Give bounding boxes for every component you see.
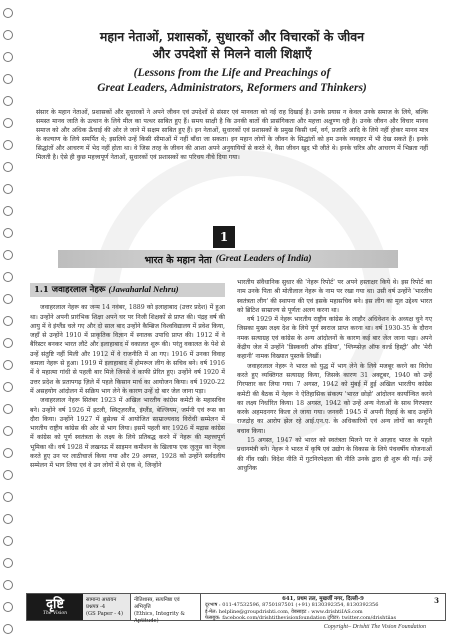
topic-line1: नीतिशास्त्र, सत्यनिष्ठा एवं अभिवृत्ति: [134, 597, 180, 610]
subject-line1: सामान्य अध्ययन: [86, 597, 117, 603]
copyright-text: Copyright– Drishti The Vision Foundation: [323, 624, 426, 630]
section-heading: [30, 283, 225, 297]
right-paragraph-3: जवाहरलाल नेहरू ने भारत को युद्ध में भाग लेने के लिये मजबूर करने का विरोध करते हुए व्यक्तिगत सत्याग्रह किया, जिसके कारण 31 अक्टूबर, 1940 को उन्हें गिरफ्तार कर लिया गया। 7 अगस्त, 1942 को मुंबई में हुई अखिल भारतीय कांग्रेस कमेटी की बैठक में नेहरू ने ऐतिहासिक संकल्प 'भारत छोड़ो' आंदोलन कार्यान्वित करने का लक्ष्य निर्धारित किया। 18 अगस्त, 1942 को उन्हें अन्य नेताओं के साथ गिरफ्तार करके अहमदनगर किला ले जाया गया। जनवरी 1945 में अपनी रिहाई के बाद उन्होंने राजद्रोह का आरोप झेल रहे आई.एन.ए. के अधिकारियों एवं अन्य लोगों का कानूनी बचाव किया।: [237, 362, 432, 435]
document-page: [22, 0, 442, 640]
footer-email[interactable]: ई-मेल: helpline@groupdrishti.com, वेबसाइट : www.drishtiIAS.com: [205, 608, 363, 615]
footer-subject: [83, 594, 131, 620]
spiral-binding: [0, 0, 16, 640]
subject-line2: प्रश्नपत्र -4: [86, 604, 106, 610]
chapter-number: 1: [213, 226, 235, 248]
page-title-english: [22, 66, 442, 96]
section-number: 1.1: [34, 285, 49, 295]
right-paragraph-4: 15 अगस्त, 1947 को भारत को स्वतंत्रता मिलने पर वे आज़ाद भारत के पहले प्रधानमंत्री बने। नेहरू ने भारत में कृषि एवं उद्योग के विकास के लिये पंचवर्षीय योजनाओं की नींव रखी। विदेश नीति में गुटनिरपेक्षता की नीति उनके द्वारा ही शुरू की गई। उन्हें आधुनिक: [237, 437, 432, 472]
chapter-title-hindi: भारत के महान नेता: [144, 254, 212, 266]
drishti-logo: [27, 594, 83, 620]
section-title-hindi: जवाहरलाल नेहरू: [51, 285, 106, 295]
title-english-line1: (Lessons from the Life and Preachings of: [133, 67, 331, 79]
right-paragraph-1: भारतीय संवैधानिक सुधार की 'नेहरू रिपोर्ट' पर अपने हस्ताक्षर किये थे। इस रिपोर्ट का नाम उनके पिता श्री मोतीलाल नेहरू के नाम पर रखा गया था। उसी वर्ष उन्होंने 'भारतीय स्वतंत्रता लीग' की स्थापना की एवं इसके महासचिव बने। इस लीग का मूल उद्देश्य भारत को ब्रिटिश साम्राज्य से पूर्णतः अलग करना था।: [237, 279, 432, 314]
page-number: 3: [434, 596, 439, 605]
title-hindi-line2: और उपदेशों से मिलने वाली शिक्षाएँ: [152, 46, 312, 61]
footer-facebook[interactable]: फेसबुक: facebook.com/drishtithevisionfoundation ट्विटर: twitter.com/drishtiias: [205, 614, 397, 621]
subject-line3: (GS Paper - 4): [86, 611, 123, 617]
right-column: [237, 278, 432, 473]
logo-main-text: दृष्टि: [46, 597, 64, 612]
footer-address: 641, प्रथम तल, मुखर्जी नगर, दिल्ली-9: [282, 596, 364, 602]
footer-topic: [131, 594, 201, 624]
chapter-title-english: (Great Leaders of India): [215, 254, 312, 264]
footer-phone: दूरभाष : 011-47532596, 8750187501 (+91) 8130392354, 8130392356: [205, 602, 379, 609]
title-hindi-line1: महान नेताओं, प्रशासकों, सुधारकों और विचारकों के जीवन: [99, 29, 365, 44]
page-title-hindi: [22, 28, 442, 62]
page-footer: [26, 593, 446, 624]
topic-line2: (Ethics, Integrity & Aptitude): [134, 611, 186, 624]
left-column: [30, 283, 225, 471]
footer-contact: [201, 594, 445, 620]
right-paragraph-2: वर्ष 1929 में नेहरू भारतीय राष्ट्रीय कांग्रेस के लाहौर अधिवेशन के अध्यक्ष चुने गए जिसका मुख्य लक्ष्य देश के लिये पूर्ण स्वराज प्राप्त करना था। वर्ष 1930-35 के दौरान नमक सत्याग्रह एवं कांग्रेस के अन्य आंदोलनों के कारण कई बार जेल जाना पड़ा। अपने केंद्रीय जेल में उन्होंने 'डिस्कवरी ऑफ इंडिया', 'ग्लिम्प्सेज़ ऑफ वर्ल्ड हिस्ट्री' और 'मेरी कहानी' नामक विख्यात पुस्तकें लिखीं।: [237, 316, 432, 361]
intro-paragraph: संसार के महान नेताओं, प्रशासकों और सुधारकों ने अपने जीवन एवं उपदेशों से संसार एवं मानवता को नई राह दिखाई है। उनके प्रयास न केवल उनके समाज के लिये, बल्कि समस्त मानव जाति के उत्थान के लिये मील का पत्थर साबित हुए हैं। समय साक्षी है कि उनकी बातों की प्रासंगिकता और महत्ता अक्षुण्ण रही है। उनके जीवन और विचार मानव समाज को और अधिक ऊँचाई की ओर ले जाने में सक्षम साबित हुए हैं। इन नेताओं, सुधारकों एवं प्रशासकों के प्रमुख किसी धर्म, वर्ग, प्रजाति आदि के लिये नहीं होकर मानव मात्र के कल्याण के लिये समर्पित थे; इसलिये उन्हें किसी सीमाओं में नहीं बाँधा जा सकता। इन महान लोगों के जीवन के सिद्धांतों को हम उनके व्यवहार में भी देख सकते हैं। इनके सिद्धांतों और आचरण में भेद नहीं होता था। वे जिस तरह के जीवन की आशा अपने अनुयायियों से करते थे, वैसा जीवन खुद भी जीते थे। इनके चरित्र और आचरण में भिन्नता नहीं मिलती है। ऐसे ही कुछ महत्त्वपूर्ण नेताओं, सुधारकों एवं प्रशासकों का परिचय नीचे दिया गया।: [36, 109, 428, 161]
logo-sub-text: The Vision: [43, 611, 67, 616]
left-paragraph-1: जवाहरलाल नेहरू का जन्म 14 नवंबर, 1889 को इलाहाबाद (उत्तर प्रदेश) में हुआ था। उन्होंने अपनी प्रारंभिक शिक्षा अपने घर पर निजी शिक्षकों से प्राप्त की। पंद्रह वर्ष की आयु में वे इंग्लैंड चले गए और दो साल बाद उन्होंने कैम्ब्रिज विश्वविद्यालय में प्रवेश किया, जहाँ से उन्होंने 1910 में प्राकृतिक विज्ञान में स्नातक उपाधि प्राप्त की। 1912 में वे बैरिस्टर बनकर भारत लौटे और इलाहाबाद में वकालत शुरू की। परंतु वकालत के पेशे से उन्हें संतुष्टि नहीं मिली और 1912 में वे राजनीति में आ गए। 1916 में उनका विवाह कमला नेहरू से हुआ। 1919 में इलाहाबाद में होमरूल लीग के सचिव बने। वर्ष 1916 में वे महात्मा गांधी से पहली बार मिले जिनसे वे काफी प्रेरित हुए। उन्होंने वर्ष 1920 में उत्तर प्रदेश के प्रतापगढ़ ज़िले में पहले किसान मार्च का आयोजन किया। वर्ष 1920-22 में असहयोग आंदोलन में सक्रिय भाग लेने के कारण उन्हें दो बार जेल जाना पड़ा।: [30, 304, 225, 395]
left-paragraph-2: जवाहरलाल नेहरू सितंबर 1923 में अखिल भारतीय कांग्रेस कमेटी के महासचिव बने। उन्होंने वर्ष 1926 में इटली, स्विट्ज़रलैंड, इंग्लैंड, बेल्जियम, जर्मनी एवं रूस का दौरा किया। उन्होंने 1927 में ब्रुसेल्स में आयोजित साम्राज्यवाद विरोधी सम्मेलन में भारतीय राष्ट्रीय कांग्रेस की ओर से भाग लिया। इसमें पहली बार 1926 में मद्रास कांग्रेस में कांग्रेस को पूर्ण स्वतंत्रता के लक्ष्य के लिये प्रतिबद्ध करने में नेहरू की महत्त्वपूर्ण भूमिका थी। वर्ष 1928 में लखनऊ में साइमन कमीशन के खिलाफ एक जुलूस का नेतृत्व करते हुए उन पर लाठीचार्ज किया गया और 29 अगस्त, 1928 को उन्होंने सर्वदलीय सम्मेलन में भाग लिया एवं वे उन लोगों में से एक थे, जिन्होंने: [30, 397, 225, 470]
title-english-line2: Great Leaders, Administrators, Reformers and Thinkers): [97, 82, 367, 94]
section-title-english: (Jawaharlal Nehru): [108, 284, 179, 294]
chapter-heading: [58, 250, 398, 268]
